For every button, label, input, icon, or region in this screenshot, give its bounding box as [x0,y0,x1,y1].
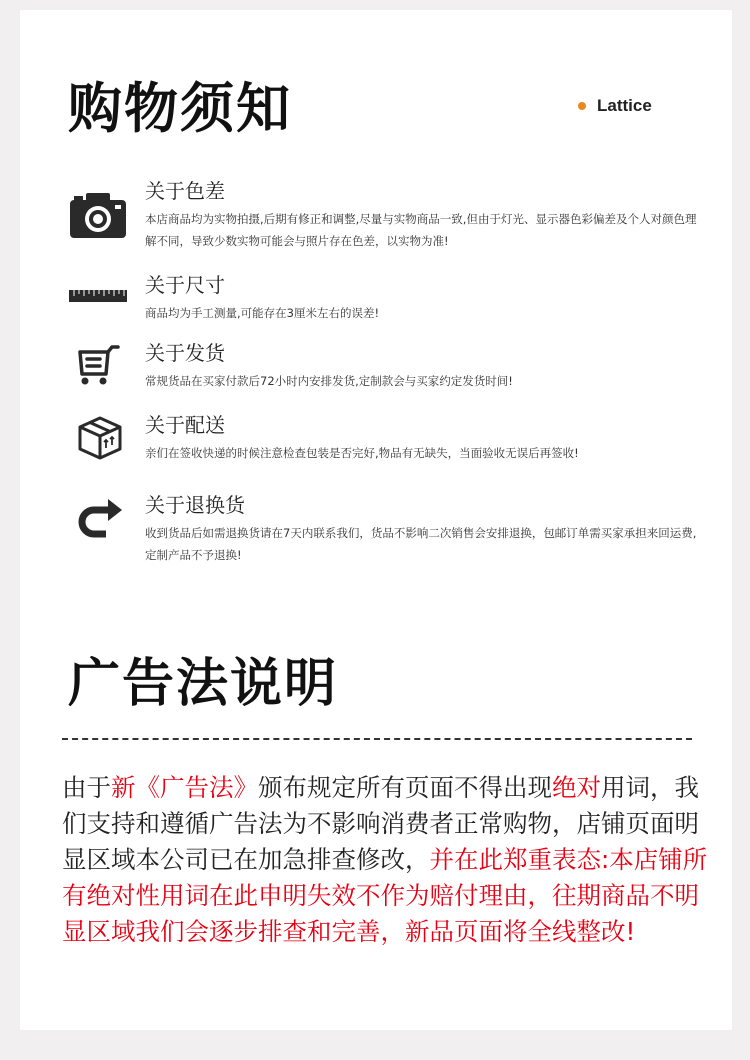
ad-law-highlight: 新《广告法》 [111,773,258,802]
ad-law-title: 广告法说明 [68,654,339,714]
ad-law-highlight: 并在此郑重表态:本店铺所有绝对性用词在此申明失效不作为赔付理由，往期商品不明显区域我们会逐步排查和完善，新品页面将全线整改! [62,845,708,946]
camera-icon [68,190,132,246]
brand-logo [578,96,652,116]
page-title: 购物须知 [68,77,292,140]
notice-text: 亲们在签收快递的时候注意检查包装是否完好,物品有无缺失，当面验收无误后再签收! [145,446,579,460]
notice-title: 关于尺寸 [145,273,225,297]
notice-text: 收到货品后如需退换货请在7天内联系我们，货品不影响二次销售会安排退换，包邮订单需买家承担来回运费,定制产品不予退换! [145,526,697,562]
notice-text: 本店商品均为实物拍摄,后期有修正和调整,尽量与实物商品一致,但由于灯光、显示器色彩偏差及个人对颜色理解不同，导致少数实物可能会与照片存在色差，以实物为准! [145,212,697,248]
ad-law-highlight: 绝对 [552,773,601,802]
ad-law-statement [62,770,712,950]
ad-law-text: 用词，我们支持和遵循广告法为不影响消费者正常购物，店铺页面明显区域本公司已在加急排查修改， [62,773,699,874]
return-arrow-icon [76,496,140,552]
notice-text: 常规货品在买家付款后72小时内安排发货,定制款会与买家约定发货时间! [145,374,513,388]
ruler-icon [68,286,132,310]
page-card [20,10,732,1030]
notice-title: 关于色差 [145,179,225,203]
ad-law-text: 颁布规定所有页面不得出现 [258,773,552,802]
ad-law-text: 由于 [62,773,111,802]
notice-text: 商品均为手工测量,可能存在3厘米左右的误差! [145,306,380,320]
notice-title: 关于配送 [145,413,225,437]
brand-name: Lattice [597,96,652,115]
package-icon [76,414,140,470]
notice-title: 关于退换货 [145,493,245,517]
dashed-divider [62,738,692,740]
brand-dot-icon [578,102,586,110]
shopping-cart-icon [76,344,140,400]
notice-title: 关于发货 [145,341,225,365]
